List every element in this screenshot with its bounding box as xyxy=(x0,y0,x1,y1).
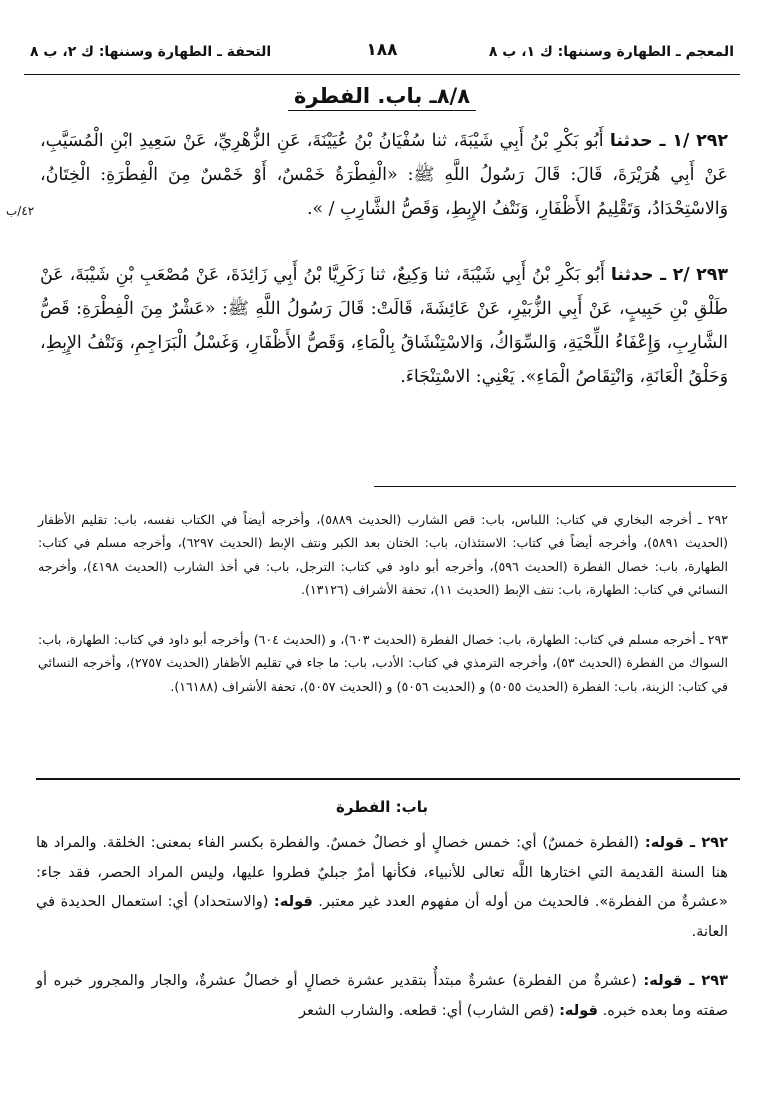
commentary-293 xyxy=(36,966,728,1025)
footnote-rule xyxy=(374,486,736,487)
commentary-label: قوله: xyxy=(559,1001,598,1019)
commentary-label: ٢٩٣ ـ قوله: xyxy=(643,972,728,989)
page-number: ١٨٨ xyxy=(366,40,398,60)
running-header xyxy=(30,40,734,66)
margin-folio-note: ٤٢/ب xyxy=(6,204,35,218)
commentary-label: ٢٩٢ ـ قوله: xyxy=(644,834,728,851)
hadith-number: ٢٩٣ /٢ ـ حدثنا xyxy=(610,265,729,285)
commentary-text: (عشرةٌ من الفطرة) عشرةٌ مبتدأٌ بتقدير عشرة خصالٍ أو خصالٌ عشرةٌ، والجار والمجرور خبره أو صفته وما بعده خبره. xyxy=(36,972,728,1019)
hadith-text: أَبُو بَكْرِ بْنُ أَبِي شَيْبَةَ، ثنا وَكِيعٌ، ثنا زَكَرِيَّا بْنُ أَبِي زَائِدَةَ، عَنْ مُصْعَبِ بْنِ شَيْبَةَ، عَنْ طَلْقِ بْنِ حَبِيبٍ، عَنْ أَبِي الزُّبَيْرِ، عَنْ عَائِشَةَ، قَالَتْ: قَالَ رَسُولُ اللَّهِ ﷺ: «عَشْرٌ مِنَ الْفِطْرَةِ: قَصُّ الشَّارِبِ، وَإِعْفَاءُ اللِّحْيَةِ، وَالسِّوَاكُ، وَالاسْتِنْشَاقُ بِالْمَاءِ، وَقَصُّ الأَظْفَارِ، وَغَسْلُ الْبَرَاجِمِ، وَنَتْفُ الإِبِطِ، وَحَلْقُ الْعَانَةِ، وَانْتِقَاصُ الْمَاءِ». يَعْنِي: الاسْتِنْجَاءَ. xyxy=(40,265,728,387)
hadith-292 xyxy=(40,124,728,226)
chapter-title: ٨/٨ـ باب. الفطرة xyxy=(0,84,764,108)
commentary-label: قوله: xyxy=(273,893,313,911)
commentary-title: باب: الفطرة xyxy=(336,798,428,816)
hadith-number: ٢٩٢ /١ ـ حدثنا xyxy=(609,131,729,151)
commentary-text: (والاستحداد) أي: استعمال الحديدة في العانة. xyxy=(36,893,728,940)
hadith-293 xyxy=(40,258,728,394)
header-left: التحفة ـ الطهارة وسننها: ك ٢، ب ٨ xyxy=(30,44,272,60)
header-right: المعجم ـ الطهارة وسننها: ك ١، ب ٨ xyxy=(488,44,734,60)
commentary-292 xyxy=(36,828,728,946)
footnote-292: ٢٩٢ ـ أخرجه البخاري في كتاب: اللباس، باب: قص الشارب (الحديث ٥٨٨٩)، وأخرجه أيضاً في الكتاب نفسه، باب: تقليم الأظفار (الحديث ٥٨٩١)، وأخرجه أيضاً في كتاب: الاستئذان، باب: الختان بعد الكبر ونتف الإبط (الحديث ٦٢٩٧)، وأخرجه مسلم في كتاب: الطهارة، باب: خصال الفطرة (الحديث ٥٩٦)، وأخرجه أبو داود في كتاب: الترجل، باب: في أخذ الشارب (الحديث ٤١٩٨)، وأخرجه النسائي في كتاب: الطهارة، باب: نتف الإبط (الحديث ١١)، تحفة الأشراف (١٣١٢٦). xyxy=(38,512,728,598)
hadith-text: أَبُو بَكْرِ بْنُ أَبِي شَيْبَةَ، ثنا سُفْيَانُ بْنُ عُيَيْنَةَ، عَنِ الزُّهْرِيِّ، عَنْ سَعِيدِ ابْنِ الْمُسَيَّبِ، عَنْ أَبِي هُرَيْرَةَ، قَالَ: قَالَ رَسُولُ اللَّهِ ﷺ: «الْفِطْرَةُ خَمْسٌ، أَوْ خَمْسٌ مِنَ الْفِطْرَةِ: الْخِتَانُ، وَالاسْتِحْدَادُ، وَتَقْلِيمُ الأَظْفَارِ، وَنَتْفُ الإِبِطِ، وَقَصُّ الشَّارِبِ / ». xyxy=(40,131,728,219)
header-rule xyxy=(24,74,740,75)
commentary-text: (الفطرة خمسٌ) أي: خمس خصالٍ أو خصالٌ خمسٌ. والفطرة بكسر الفاء بمعنى: الخلقة. والمراد ها هنا السنة القديمة التي اختارها اللَّه تعالى للأنبياء، فكأنها أمرٌ جبليٌ فطروا عليها، وليس المراد الحصر، فقد جاء: «عشرةٌ من الفطرة». فالحديث من أوله أن مفهوم العدد غير معتبر. xyxy=(36,834,728,911)
commentary-text: (قص الشارب) أي: قطعه. والشارب الشعر xyxy=(298,1001,560,1019)
commentary-rule xyxy=(36,778,740,780)
footnote-293: ٢٩٣ ـ أخرجه مسلم في كتاب: الطهارة، باب: خصال الفطرة (الحديث ٦٠٣)، و (الحديث ٦٠٤) وأخرجه أبو داود في كتاب: الطهارة، باب: السواك من الفطرة (الحديث ٥٣)، وأخرجه الترمذي في كتاب: الأدب، باب: ما جاء في تقليم الأظفار (الحديث ٢٧٥٧)، وأخرجه النسائي في كتاب: الزينة، باب: الفطرة (الحديث ٥٠٥٥) و (الحديث ٥٠٥٦) و (الحديث ٥٠٥٧)، تحفة الأشراف (١٦١٨٨). xyxy=(38,632,729,694)
